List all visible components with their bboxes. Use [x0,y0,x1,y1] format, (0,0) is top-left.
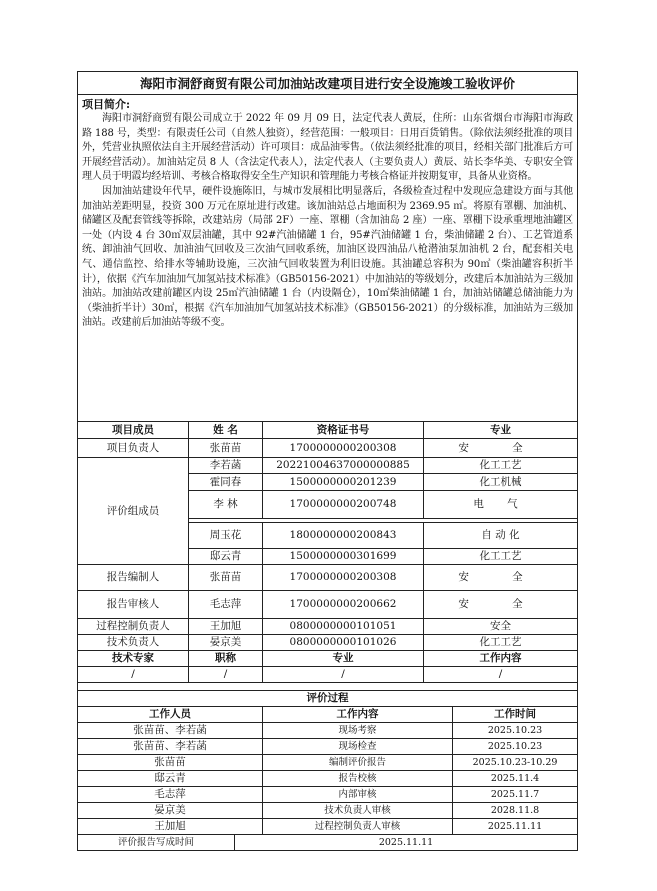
member-cert: 1500000000301699 [263,549,424,565]
process-row [78,723,578,739]
process-row [78,771,578,787]
member-name: 周玉花 [189,523,263,549]
section-spacer [78,683,578,691]
member-cert: 1700000000200308 [263,565,424,591]
member-row [78,635,578,651]
experts-header-major: 专业 [263,651,424,667]
member-role: 技术负责人 [78,635,189,651]
member-row [78,565,578,591]
member-major: 安 全 [424,439,578,458]
member-major: 自 动 化 [424,523,578,549]
member-major: 安全 [424,619,578,635]
member-major: 安 全 [424,565,578,591]
intro-label: 项目简介: [82,98,131,111]
member-major: 安 全 [424,591,578,619]
member-cert: 1800000000200843 [263,523,424,549]
member-row [78,439,578,458]
process-work: 现场考察 [263,723,453,739]
member-cert: 1700000000200308 [263,439,424,458]
experts-header-work: 工作内容 [424,651,578,667]
process-staff: 毛志萍 [78,787,263,803]
process-row [78,803,578,819]
members-header-major: 专业 [424,422,578,439]
member-role: 报告编制人 [78,565,189,591]
member-cert: 1700000000200748 [263,491,424,519]
member-major: 化工机械 [424,474,578,491]
member-cert: 1500000000201239 [263,474,424,491]
expert-cell: / [263,667,424,683]
members-header-role: 项目成员 [78,422,189,439]
expert-cell: / [78,667,189,683]
process-time: 2025.11.4 [453,771,578,787]
completion-date: 2025.11.11 [235,835,578,851]
process-row [78,755,578,771]
expert-cell: / [189,667,263,683]
member-row [78,591,578,619]
project-intro-cell [78,95,578,422]
member-role: 项目负责人 [78,439,189,458]
member-name: 李若菡 [189,458,263,474]
process-header-time: 工作时间 [453,707,578,723]
member-name: 李 林 [189,491,263,519]
process-time: 2028.11.8 [453,803,578,819]
process-staff: 张苗苗 [78,755,263,771]
process-time: 2025.11.7 [453,787,578,803]
experts-header-title: 职称 [189,651,263,667]
member-row [78,458,578,474]
member-role: 报告审核人 [78,591,189,619]
process-time: 2025.10.23-10.29 [453,755,578,771]
member-cert: 1700000000200662 [263,591,424,619]
process-staff: 张苗苗、李若菡 [78,739,263,755]
process-header-work: 工作内容 [263,707,453,723]
process-staff: 张苗苗、李若菡 [78,723,263,739]
process-header-staff: 工作人员 [78,707,263,723]
member-major: 化工工艺 [424,549,578,565]
member-name: 晏京美 [189,635,263,651]
document-title: 海阳市洞舒商贸有限公司加油站改建项目进行安全设施竣工验收评价 [78,72,578,95]
process-row [78,819,578,835]
completion-row [78,835,578,851]
member-major: 化工工艺 [424,458,578,474]
process-staff: 邸云青 [78,771,263,787]
process-work: 报告校核 [263,771,453,787]
process-time: 2025.11.11 [453,819,578,835]
process-work: 编制评价报告 [263,755,453,771]
process-work: 内部审核 [263,787,453,803]
process-row [78,739,578,755]
member-row [78,619,578,635]
process-work: 现场检查 [263,739,453,755]
process-time: 2025.10.23 [453,739,578,755]
member-role: 评价组成员 [78,458,189,565]
process-time: 2025.10.23 [453,723,578,739]
completion-label: 评价报告写成时间 [78,835,235,851]
member-cert: 0800000000101026 [263,635,424,651]
member-name: 霍同春 [189,474,263,491]
process-row [78,787,578,803]
members-header-cert: 资格证书号 [263,422,424,439]
member-major: 化工工艺 [424,635,578,651]
members-header-name: 姓 名 [189,422,263,439]
process-staff: 晏京美 [78,803,263,819]
member-name: 张苗苗 [189,565,263,591]
process-work: 技术负责人审核 [263,803,453,819]
member-name: 邸云青 [189,549,263,565]
evaluation-document-table [77,71,578,851]
expert-cell: / [424,667,578,683]
member-role: 过程控制负责人 [78,619,189,635]
process-work: 过程控制负责人审核 [263,819,453,835]
member-name: 毛志萍 [189,591,263,619]
process-staff: 王加旭 [78,819,263,835]
process-title: 评价过程 [78,691,578,707]
experts-header-expert: 技术专家 [78,651,189,667]
intro-paragraph-2: 因加油站建设年代早，硬件设施陈旧，与城市发展相比明显落后，各级检查过程中发现应急建设方面与其他加油站差距明显，投资 300 万元在原址进行改建。该加油站总占地面积为 2369.95 ㎡。将原有罩棚、加油机、储罐区及配套管线等拆除，改建站房（局部 2F）一座、罩棚（含加油岛 2 座）一座、罩棚下设承重埋地油罐区一处（内设 4 台 30㎥双层油罐，其中 92#汽油储罐 1 台，95#汽油储罐 1 台，柴油储罐 2 台）、工艺管道系统、卸油油气回收、加油油气回收及三次油气回收系统，加油区设四油品八枪潜油泵加油机 2 台，配套相关电气、通信监控、给排水等辅助设施，三次油气回收装置为利旧设施。其油罐总容积为 90㎥（柴油罐容积折半计），依据《汽车加油加气加氢站技术标准》（GB50156-2021）中加油站的等级划分，改建后本加油站为三级加油站。加油站改建前罐区内设 25㎥汽油储罐 1 台（内设隔仓），10㎥柴油储罐 1 台，加油站储罐总储油能力为（柴油折半计）30㎥，根据《汽车加油加气加氢站技术标准》（GB50156-2021）的分级标准，加油站为三级加油站。改建前后加油站等级不变。 [82,185,574,329]
member-major: 电 气 [424,491,578,519]
member-name: 王加旭 [189,619,263,635]
intro-paragraph-1: 海阳市洞舒商贸有限公司成立于 2022 年 09 月 09 日，法定代表人黄辰，住所：山东省烟台市海阳市海政路 188 号，类型：有限责任公司（自然人独资），经营范围：一般项目：日用百货销售。（除依法须经批准的项目外，凭营业执照依法自主开展经营活动）许可项目：成品油零售。（依法须经批准的项目，经相关部门批准后方可开展经营活动）。加油站定员 8 人（含法定代表人），法定代表人（主要负责人）黄辰、站长李华美、专职安全管理人员于明霞均经培训、考核合格取得安全生产知识和管理能力考核合格证并按期复审，具备从业资格。 [82,113,574,183]
member-cert: 20221004637000000885 [263,458,424,474]
experts-row [78,667,578,683]
member-cert: 0800000000101051 [263,619,424,635]
member-name: 张苗苗 [189,439,263,458]
